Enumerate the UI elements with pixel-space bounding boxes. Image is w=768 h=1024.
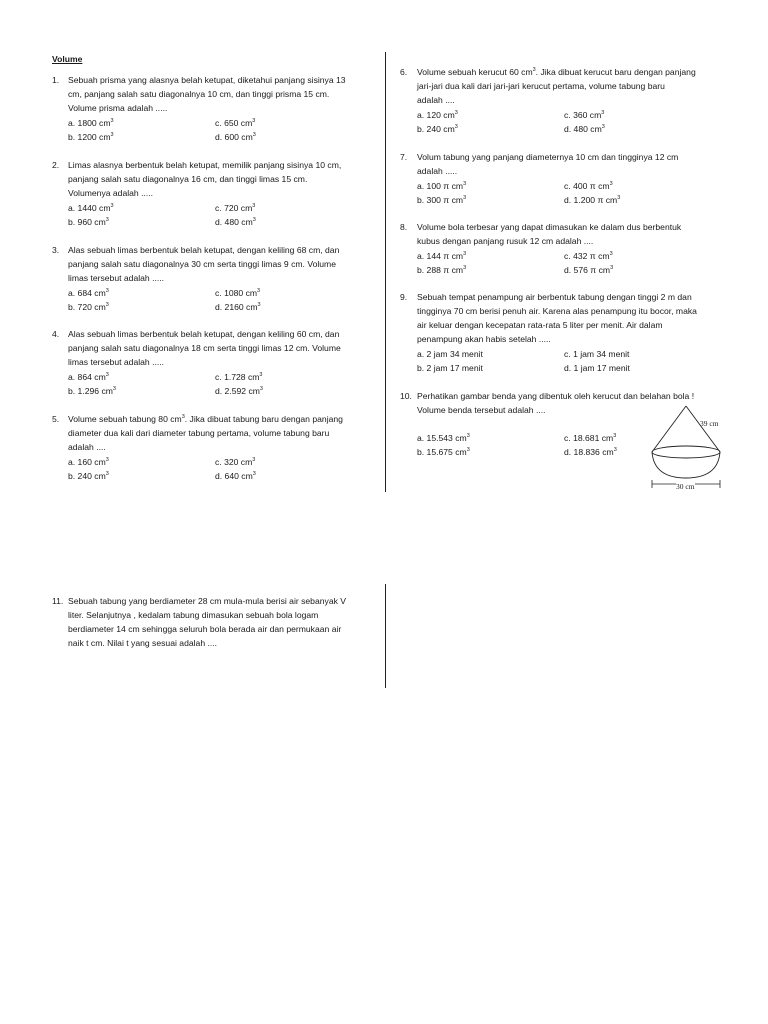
question-text-line: Volume prisma adalah .....: [68, 103, 168, 113]
option-a[interactable]: a. 1800 $cm^3$: [68, 118, 114, 128]
question-number: 10.: [400, 391, 412, 401]
question-number: 3.: [52, 245, 60, 255]
question-number: 2.: [52, 160, 60, 170]
option-a[interactable]: a. 15.543 $cm^3$: [417, 433, 470, 443]
option-d[interactable]: d. 640 $cm^3$: [215, 471, 256, 481]
option-b[interactable]: b. 240 $cm^3$: [417, 124, 458, 134]
question-3: [52, 243, 372, 315]
option-a[interactable]: a. 120 $cm^3$: [417, 110, 458, 120]
question-number: 7.: [400, 152, 408, 162]
question-text-line: diameter dua kali dari diameter tabung pertama, volume tabung baru: [68, 428, 330, 438]
question-text-line: jari-jari dua kali dari jari-jari kerucut pertama, volume tabung baru: [417, 81, 665, 91]
question-text-line: Sebuah tabung yang berdiameter 28 cm mula-mula berisi air sebanyak V: [68, 596, 347, 606]
option-c[interactable]: c. 360 $cm^3$: [564, 110, 605, 120]
question-text-line: adalah ....: [68, 442, 106, 452]
question-8: [400, 220, 730, 278]
option-c[interactable]: c. 320 $cm^3$: [215, 457, 256, 467]
question-text-line: limas tersebut adalah .....: [68, 273, 165, 283]
question-text-line: adalah .....: [417, 166, 458, 176]
option-d[interactable]: d. 18.836 $cm^3$: [564, 447, 617, 457]
question-5: [52, 412, 372, 484]
option-b[interactable]: b. 240 $cm^3$: [68, 471, 109, 481]
option-a[interactable]: a. 684 $cm^3$: [68, 288, 109, 298]
option-b[interactable]: b. 288 π $cm^3$: [417, 265, 467, 275]
option-a[interactable]: a. 160 $cm^3$: [68, 457, 109, 467]
option-b[interactable]: b. 2 jam 17 menit: [417, 363, 483, 373]
diameter-label: 30 cm: [676, 482, 695, 491]
option-b[interactable]: b. 1200 $cm^3$: [68, 132, 114, 142]
question-text-line: Volume bola terbesar yang dapat dimasukan ke dalam dus berbentuk: [417, 222, 682, 232]
option-c[interactable]: c. 1080 $cm^3$: [215, 288, 261, 298]
question-text-line: limas tersebut adalah .....: [68, 357, 165, 367]
question-9: [400, 290, 730, 376]
option-c[interactable]: c. 720 $cm^3$: [215, 203, 256, 213]
option-c[interactable]: c. 1 jam 34 menit: [564, 349, 630, 359]
question-text-line: Sebuah tempat penampung air berbentuk tabung dengan tinggi 2 m dan: [417, 292, 692, 302]
option-d[interactable]: d. 480 $cm^3$: [215, 217, 256, 227]
option-c[interactable]: c. 18.681 $cm^3$: [564, 433, 617, 443]
question-number: 4.: [52, 329, 60, 339]
question-1: [52, 73, 372, 145]
question-11: [52, 594, 372, 654]
question-text-line: Volume sebuah tabung 80 $cm^3$. Jika dibuat tabung baru dengan panjang: [68, 414, 343, 424]
cone-hemisphere-figure: [640, 400, 736, 496]
question-number: 6.: [400, 67, 408, 77]
question-text-line: Limas alasnya berbentuk belah ketupat, memilik panjang sisinya 10 cm,: [68, 160, 342, 170]
option-a[interactable]: a. 864 $cm^3$: [68, 372, 109, 382]
question-text-line: air keluar dengan kecepatan rata-rata 5 liter per menit. Air dalam: [417, 320, 663, 330]
question-2: [52, 158, 372, 230]
option-c[interactable]: c. 432 π $cm^3$: [564, 251, 613, 261]
option-b[interactable]: b. 960 $cm^3$: [68, 217, 109, 227]
option-d[interactable]: d. 600 $cm^3$: [215, 132, 256, 142]
question-text-line: Perhatikan gambar benda yang dibentuk oleh kerucut dan belahan bola !: [417, 391, 695, 401]
option-b[interactable]: b. 300 π $cm^3$: [417, 195, 467, 205]
question-text-line: Volume benda tersebut adalah ....: [417, 405, 546, 415]
option-a[interactable]: a. 144 π $cm^3$: [417, 251, 467, 261]
column-divider-bottom: [385, 584, 386, 688]
option-c[interactable]: c. 1.728 $cm^3$: [215, 372, 263, 382]
slant-height-label: 39 cm: [700, 419, 719, 428]
question-text-line: Volumenya adalah .....: [68, 188, 154, 198]
option-d[interactable]: d. 480 $cm^3$: [564, 124, 605, 134]
question-text-line: Alas sebuah limas berbentuk belah ketupat, dengan keliling 68 cm, dan: [68, 245, 340, 255]
question-number: 5.: [52, 414, 60, 424]
question-number: 11.: [52, 596, 64, 606]
option-b[interactable]: b. 15.675 $cm^3$: [417, 447, 470, 457]
question-text-line: panjang salah satu diagonalnya 18 cm serta tinggi limas 12 cm. Volume: [68, 343, 341, 353]
option-d[interactable]: d. 1 jam 17 menit: [564, 363, 630, 373]
question-text-line: Sebuah prisma yang alasnya belah ketupat, diketahui panjang sisinya 13: [68, 75, 346, 85]
question-number: 8.: [400, 222, 408, 232]
question-text-line: adalah ....: [417, 95, 455, 105]
option-a[interactable]: a. 1440 $cm^3$: [68, 203, 114, 213]
question-text-line: cm, panjang salah satu diagonalnya 10 cm, dan tinggi prisma 15 cm.: [68, 89, 330, 99]
question-text-line: panjang salah satu diagonalnya 16 cm, dan tinggi limas 15 cm.: [68, 174, 308, 184]
option-d[interactable]: d. 1.200 π $cm^3$: [564, 195, 621, 205]
option-b[interactable]: b. 720 $cm^3$: [68, 302, 109, 312]
question-number: 1.: [52, 75, 60, 85]
option-d[interactable]: d. 2.592 $cm^3$: [215, 386, 263, 396]
question-text-line: Volum tabung yang panjang diameternya 10 cm dan tingginya 12 cm: [417, 152, 679, 162]
option-d[interactable]: d. 576 π $cm^3$: [564, 265, 614, 275]
question-6: [400, 65, 730, 137]
question-text-line: berdiameter 14 cm sehingga seluruh bola berada air dan permukaan air: [68, 624, 342, 634]
question-text-line: Alas sebuah limas berbentuk belah ketupat, dengan keliling 60 cm, dan: [68, 329, 340, 339]
question-number: 9.: [400, 292, 408, 302]
question-text-line: penampung akan habis setelah .....: [417, 334, 551, 344]
option-d[interactable]: d. 2160 $cm^3$: [215, 302, 261, 312]
option-c[interactable]: c. 400 π $cm^3$: [564, 181, 613, 191]
option-a[interactable]: a. 2 jam 34 menit: [417, 349, 483, 359]
question-text-line: panjang salah satu diagonalnya 30 cm serta tinggi limas 9 cm. Volume: [68, 259, 336, 269]
option-b[interactable]: b. 1.296 $cm^3$: [68, 386, 116, 396]
column-divider-top: [385, 52, 386, 492]
question-text-line: tingginya 70 cm berisi penuh air. Karena alas penampung itu bocor, maka: [417, 306, 697, 316]
option-a[interactable]: a. 100 π $cm^3$: [417, 181, 467, 191]
option-c[interactable]: c. 650 $cm^3$: [215, 118, 256, 128]
question-text-line: liter. Selanjutnya , kedalam tabung dimasukan sebuah bola logam: [68, 610, 319, 620]
question-text-line: kubus dengan panjang rusuk 12 cm adalah ....: [417, 236, 594, 246]
question-4: [52, 327, 372, 399]
question-text-line: naik t cm. Nilai t yang sesuai adalah ....: [68, 638, 218, 648]
page-title: Volume: [52, 54, 83, 64]
question-7: [400, 150, 730, 208]
question-text-line: Volume sebuah kerucut 60 $cm^3$. Jika dibuat kerucut baru dengan panjang: [417, 67, 696, 77]
